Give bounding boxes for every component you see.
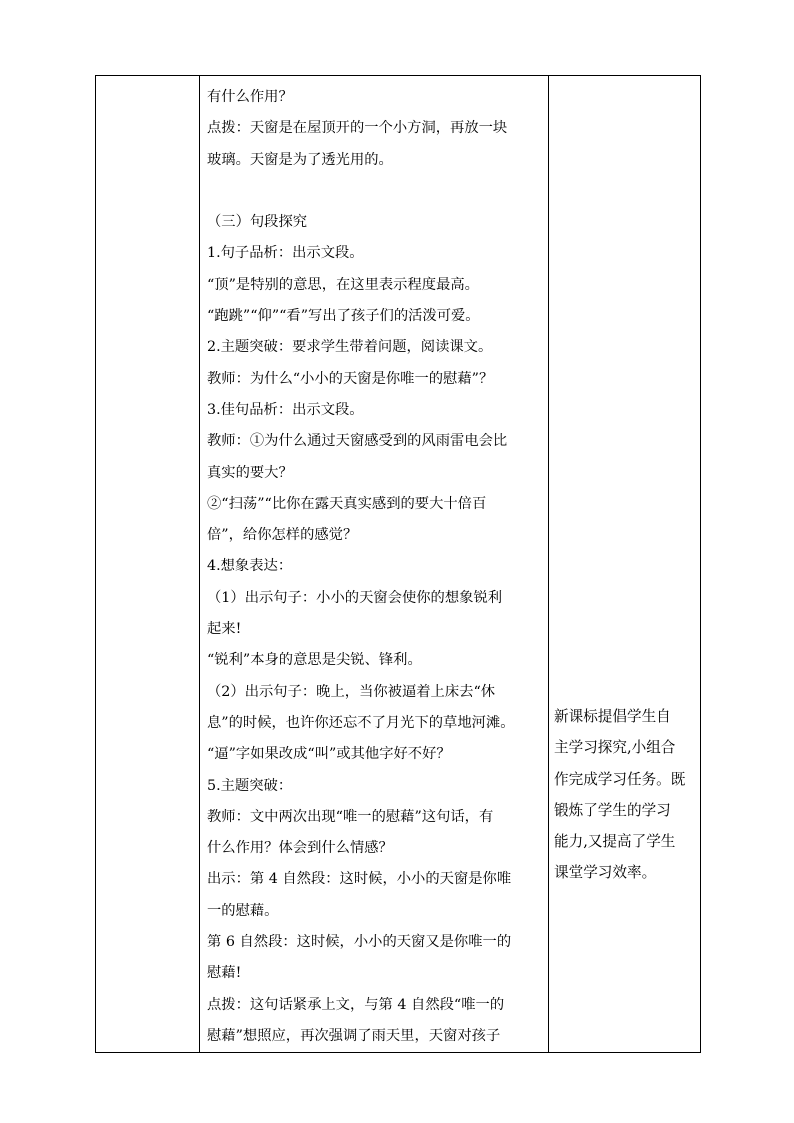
design-intent-column (549, 76, 701, 1053)
lesson-text-line: 起来! (207, 621, 242, 638)
lesson-text-line: “锐利”本身的意思是尖锐、锋利。 (207, 652, 422, 669)
lesson-text-line: 1.句子品析：出示文段。 (207, 245, 364, 262)
lesson-text-line: 玻璃。天窗是为了透光用的。 (207, 151, 393, 168)
lesson-text-line: “跑跳”“仰”“看”写出了孩子们的活泼可爱。 (207, 308, 480, 325)
lesson-text-line: 一的慰藉。 (207, 902, 279, 919)
lesson-text-line: 点拨：天窗是在屋顶开的一个小方洞，再放一块 (207, 120, 508, 137)
lesson-text-line: 5.主题突破： (207, 777, 293, 794)
teaching-process-text (200, 76, 548, 1052)
lesson-text-line: 教师：文中两次出现“唯一的慰藉”这句话，有 (207, 808, 494, 825)
lesson-text-line: 慰藉”想照应，再次强调了雨天里，天窗对孩子 (207, 1027, 501, 1044)
lesson-plan-table (95, 75, 701, 1053)
lesson-text-line: 息”的时候，也许你还忘不了月光下的草地河滩。 (207, 714, 515, 731)
lesson-text-line: （三）句段探究 (207, 214, 308, 231)
lesson-text-line: （1）出示句子：小小的天窗会使你的想象锐利 (207, 589, 503, 606)
design-note-line: 新课标提倡学生自 (554, 708, 671, 725)
table-row (96, 76, 701, 1053)
lesson-text-line: 点拨：这句话紧承上文，与第 4 自然段“唯一的 (207, 996, 505, 1013)
design-note-line: 能力,又提高了学生 (554, 833, 676, 851)
lesson-text-line: ②“扫荡”“比你在露天真实感到的要大十倍百 (207, 495, 487, 512)
blank-left-column (96, 76, 200, 1053)
lesson-text-line: 3.佳句品析：出示文段。 (207, 401, 364, 418)
lesson-text-line: 出示：第 4 自然段：这时候，小小的天窗是你唯 (207, 871, 512, 888)
design-note-line: 课堂学习效率。 (554, 864, 657, 882)
lesson-text-line: 第 6 自然段：这时候，小小的天窗又是你唯一的 (207, 934, 512, 951)
lesson-text-line: 慰藉! (207, 965, 242, 982)
lesson-text-line: 有什么作用？ (207, 89, 293, 105)
lesson-text-line: 教师：①为什么通过天窗感受到的风雨雷电会比 (207, 433, 508, 450)
lesson-text-line: 4.想象表达： (207, 558, 293, 575)
lesson-text-line: 倍”，给你怎样的感觉？ (207, 527, 358, 544)
lesson-text-line: 2.主题突破：要求学生带着问题，阅读课文。 (207, 339, 493, 356)
lesson-text-line (207, 176, 548, 207)
design-note-line: 主学习探究,小组合 (554, 739, 676, 757)
design-intent-text (549, 76, 700, 889)
lesson-text-line: 教师：为什么“小小的天窗是你唯一的慰藉”？ (207, 370, 494, 387)
lesson-text-line: 真实的要大？ (207, 464, 293, 481)
lesson-text-line: “逼”字如果改成“叫”或其他字好不好？ (207, 746, 451, 763)
design-note-line: 锻炼了学生的学习 (554, 801, 671, 819)
design-note-line: 作完成学习任务。既 (554, 770, 686, 788)
lesson-text-line: “顶”是特别的意思，在这里表示程度最高。 (207, 276, 479, 293)
lesson-text-line: （2）出示句子：晚上，当你被逼着上床去“休 (207, 683, 496, 700)
teaching-process-column (200, 76, 549, 1053)
lesson-text-line: 什么作用？体会到什么情感？ (207, 840, 393, 857)
